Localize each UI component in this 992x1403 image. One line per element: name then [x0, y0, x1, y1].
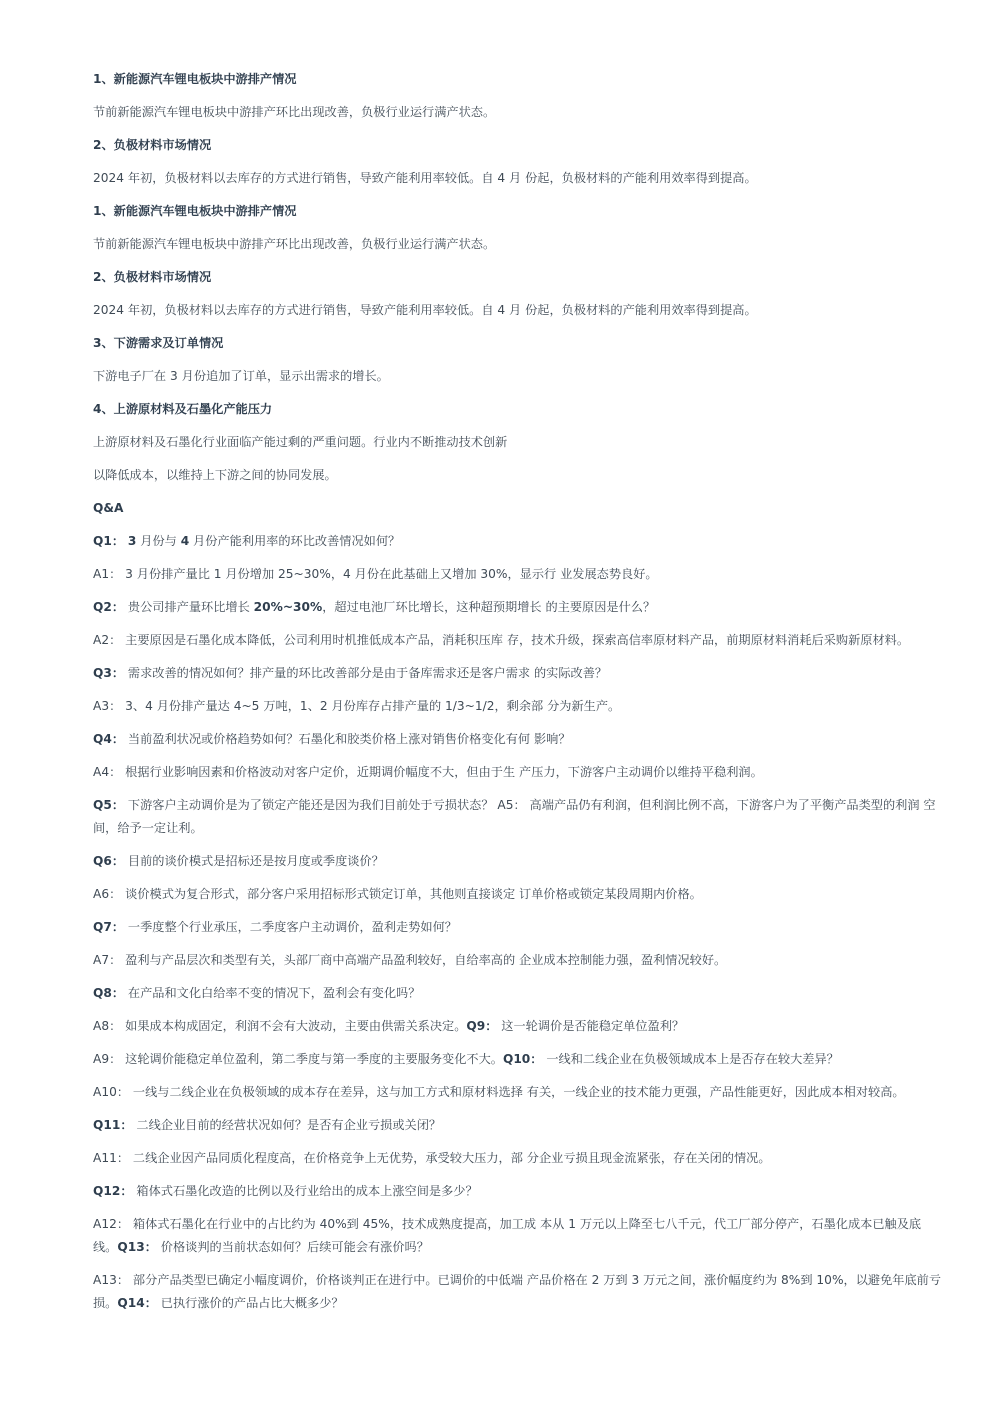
question [93, 728, 943, 751]
answer: A1： 3 月份排产量比 1 月份增加 25~30%，4 月份在此基础上又增加 30%，显示行 业发展态势良好。 [93, 567, 658, 581]
question [93, 850, 943, 873]
section-heading: 1、新能源汽车锂电板块中游排产情况 [93, 204, 297, 218]
question-text: 这一轮调价是否能稳定单位盈利？ [497, 1019, 685, 1033]
question-text: 一季度整个行业承压，二季度客户主动调价，盈利走势如何？ [124, 920, 457, 934]
section-text: 以降低成本，以维持上下游之间的协同发展。 [93, 468, 337, 482]
question-text: 贵公司排产量环比增长 [124, 600, 254, 614]
question-bold: 20%~30% [253, 600, 323, 614]
question-label: Q5： [93, 798, 125, 812]
question-text: 一线和二线企业在负极领域成本上是否存在较大差异？ [542, 1052, 839, 1066]
question-label: Q10： [502, 1052, 543, 1066]
answer-text: A12： 箱体式石墨化在行业中的占比约为 40%到 45%，技术成熟度提高，加工成 本从 1 万元以上降至七八千元，代工厂部分停产，石墨化成本已触及底线。 [93, 1217, 922, 1254]
question-text: 下游客户主动调价是为了锁定产能还是因为我们目前处于亏损状态？ A5： 高端产品仍有利润，但利润比例不高，下游客户为了平衡产品类型的利润 空间，给予一定让利。 [93, 798, 936, 835]
section-heading: 1、新能源汽车锂电板块中游排产情况 [93, 72, 297, 86]
question-label: Q3： [93, 666, 125, 680]
question-bold: 3 [127, 534, 137, 548]
question-text: 箱体式石墨化改造的比例以及行业给出的成本上涨空间是多少？ [132, 1184, 478, 1198]
document-body [93, 68, 943, 1325]
section-heading: 4、上游原材料及石墨化产能压力 [93, 402, 273, 416]
question [93, 1180, 943, 1203]
answer-text: A9： 这轮调价能稳定单位盈利，第二季度与第一季度的主要服务变化不大。 [93, 1052, 503, 1066]
section-text: 下游电子厂在 3 月份追加了订单，显示出需求的增长。 [93, 369, 389, 383]
question [93, 530, 943, 553]
section-text: 节前新能源汽车锂电板块中游排产环比出现改善，负极行业运行满产状态。 [93, 105, 496, 119]
answer: A11： 二线企业因产品同质化程度高，在价格竞争上无优势，承受较大压力，部 分企业亏损且现金流紧张，存在关闭的情况。 [93, 1151, 771, 1165]
question [93, 982, 943, 1005]
question-text: ，超过电池厂环比增长，这种超预期增长 的主要原因是什么？ [322, 600, 656, 614]
section-heading: 2、负极材料市场情况 [93, 270, 212, 284]
question-label: Q2： [93, 600, 125, 614]
section-text: 2024 年初，负极材料以去库存的方式进行销售，导致产能利用率较低。自 4 月 份起，负极材料的产能利用效率得到提高。 [93, 171, 757, 185]
question-label: Q12： [93, 1184, 133, 1198]
answer [93, 1015, 943, 1038]
question-label: Q8： [93, 986, 125, 1000]
question-label: Q4： [93, 732, 125, 746]
question-text: 月份产能利用率的环比改善情况如何？ [189, 534, 401, 548]
question [93, 794, 943, 840]
question-text: 二线企业目前的经营状况如何？是否有企业亏损或关闭？ [132, 1118, 442, 1132]
question-label: Q6： [93, 854, 125, 868]
question-text: 目前的谈价模式是招标还是按月度或季度谈价？ [124, 854, 384, 868]
question-text: 价格谈判的当前状态如何？后续可能会有涨价吗？ [156, 1240, 429, 1254]
question [93, 662, 943, 685]
qa-title: Q&A [93, 501, 124, 515]
question-text: 需求改善的情况如何？排产量的环比改善部分是由于备库需求还是客户需求 的实际改善？ [124, 666, 608, 680]
question-label: Q9： [466, 1019, 498, 1033]
answer: A4： 根据行业影响因素和价格波动对客户定价，近期调价幅度不大，但由于生 产压力，下游客户主动调价以维持平稳利润。 [93, 765, 763, 779]
question-label: Q13： [117, 1240, 157, 1254]
question-label: Q14： [117, 1296, 157, 1310]
question-label: Q7： [93, 920, 125, 934]
answer: A2： 主要原因是石墨化成本降低，公司利用时机推低成本产品，消耗积压库 存，技术升级，探索高信率原材料产品，前期原材料消耗后采购新原材料。 [93, 633, 910, 647]
question-text: 已执行涨价的产品占比大概多少？ [156, 1296, 344, 1310]
section-text: 2024 年初，负极材料以去库存的方式进行销售，导致产能利用率较低。自 4 月 份起，负极材料的产能利用效率得到提高。 [93, 303, 757, 317]
question-label: Q1： [93, 534, 125, 548]
section-heading: 3、下游需求及订单情况 [93, 336, 224, 350]
answer-text: A13： 部分产品类型已确定小幅度调价，价格谈判正在进行中。已调价的中低端 产品价格在 2 万到 3 万元之间，涨价幅度约为 8%到 10%，以避免年底前亏损。 [93, 1273, 942, 1310]
answer [93, 1048, 943, 1071]
question [93, 916, 943, 939]
question-text: 在产品和文化白给率不变的情况下，盈利会有变化吗？ [124, 986, 421, 1000]
section-text: 节前新能源汽车锂电板块中游排产环比出现改善，负极行业运行满产状态。 [93, 237, 496, 251]
section-heading: 2、负极材料市场情况 [93, 138, 212, 152]
answer [93, 1213, 943, 1259]
question [93, 1114, 943, 1137]
section-text: 上游原材料及石墨化行业面临产能过剩的严重问题。行业内不断推动技术创新 [93, 435, 508, 449]
answer: A6： 谈价模式为复合形式，部分客户采用招标形式锁定订单，其他则直接谈定 订单价格或锁定某段周期内价格。 [93, 887, 702, 901]
question-bold: 4 [180, 534, 190, 548]
question-text: 月份与 [136, 534, 181, 548]
answer: A7： 盈利与产品层次和类型有关，头部厂商中高端产品盈利较好，自给率高的 企业成本控制能力强，盈利情况较好。 [93, 953, 727, 967]
question-text: 当前盈利状况或价格趋势如何？石墨化和胶类价格上涨对销售价格变化有何 影响？ [124, 732, 571, 746]
answer: A10： 一线与二线企业在负极领域的成本存在差异，这与加工方式和原材料选择 有关，一线企业的技术能力更强，产品性能更好，因此成本相对较高。 [93, 1085, 905, 1099]
answer-text: A8： 如果成本构成固定，利润不会有大波动，主要由供需关系决定。 [93, 1019, 467, 1033]
question-label: Q11： [93, 1118, 133, 1132]
question [93, 596, 943, 619]
answer [93, 1269, 943, 1315]
answer: A3： 3、4 月份排产量达 4~5 万吨，1、2 月份库存占排产量的 1/3~1/2，剩余部 分为新生产。 [93, 699, 621, 713]
